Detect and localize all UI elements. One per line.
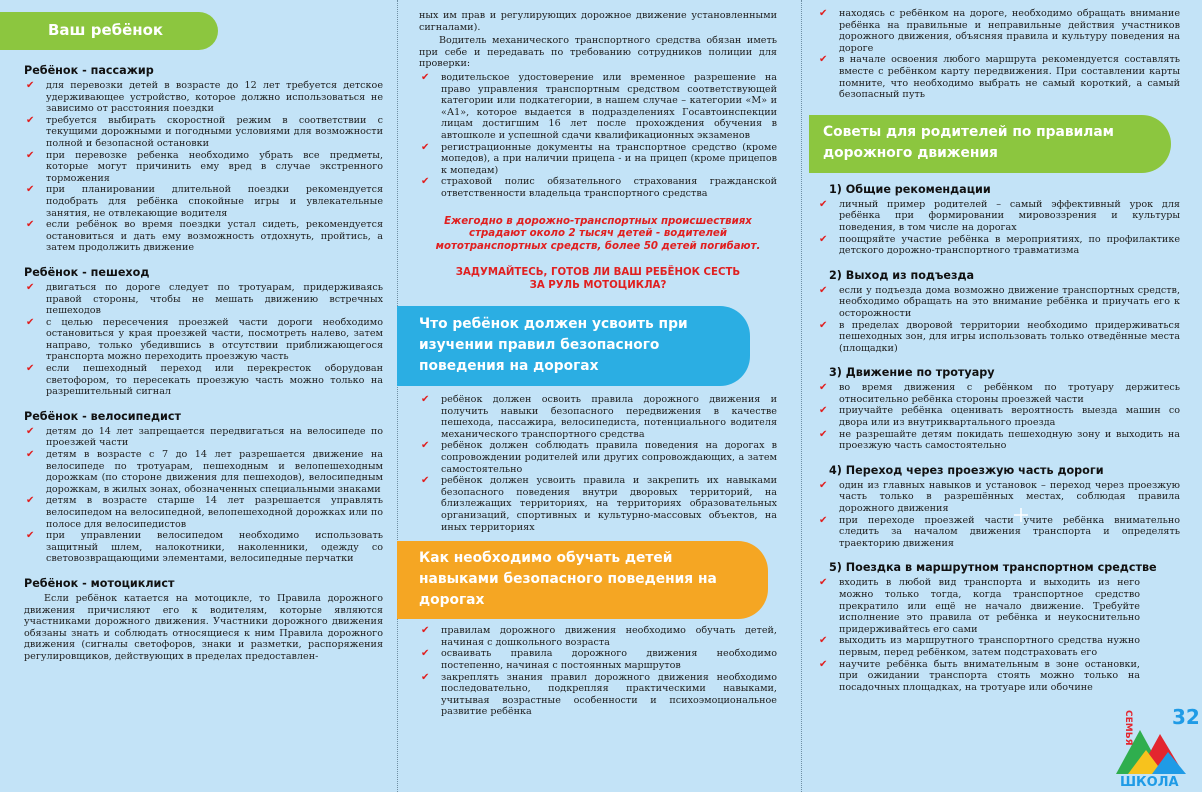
list-item: ✔ регистрационные документы на транспортное средство (кроме мопедов), а при наличии прицепа - и на прицеп (кроме прицепов к мопедам) xyxy=(419,142,777,177)
list-item: ✔ детям в возрасте старше 14 лет разрешается управлять велосипедом на велосипедной, велопешеходной дорожках или по полосе для велосипедистов xyxy=(24,495,383,530)
list-transport xyxy=(817,577,1180,693)
list-item: ✔ научите ребёнка быть внимательным в зоне остановки, при ожидании транспорта стоять можно только на посадочных площадках, на тротуаре или обочине xyxy=(817,659,1140,694)
list-item: ✔ детям до 14 лет запрещается передвигаться на велосипеде по проезжей части xyxy=(24,426,383,449)
list-exit xyxy=(817,285,1180,355)
column-parent-tips xyxy=(801,0,1202,792)
list-sidewalk xyxy=(817,382,1180,452)
list-item: ✔ выходить из маршрутного транспортного средства нужно первым, перед ребёнком, затем подстраховать его xyxy=(817,635,1140,658)
column-your-child xyxy=(0,0,397,792)
list-item: ✔ водительское удостоверение или временное разрешение на право управления транспортным средством соответствующей категории или подкатегории, в нашем случае – категории «М» и «А1», которое выдается в подразделениях Госавтоинспекции лицам достигшим 16 лет после прохождения обучения в автошколе и успешной сдачи квалификационных экзаменов xyxy=(419,72,777,142)
crosshair-cursor-icon xyxy=(1014,508,1028,522)
list-item: ✔ требуется выбирать скоростной режим в соответствии с текущими дорожными и погодными условиями для возможности полной и безопасной остановки xyxy=(24,115,383,150)
section-title-sidewalk: 3) Движение по тротуару xyxy=(829,366,995,380)
list-passenger xyxy=(24,80,383,254)
list-item: ✔ если ребёнок во время поездки устал сидеть, рекомендуется остановиться и дать ему возможность отдохнуть, пройтись, а затем продолжить движение xyxy=(24,219,383,254)
banner-what-child-should-learn: Что ребёнок должен усвоить при изучении правил безопасного поведения на дорогах xyxy=(397,306,750,386)
list-item: ✔ при перевозке ребенка необходимо убрать все предметы, которые могут причинить ему вред в случае экстренного торможения xyxy=(24,150,383,185)
list-item: ✔ при управлении велосипедом необходимо использовать защитный шлем, налокотники, наколенники, одежду со световозвращающими элементами, велосипедные перчатки xyxy=(24,530,383,565)
list-general xyxy=(817,199,1180,257)
driver-intro: Водитель механического транспортного средства обязан иметь при себе и передавать по требованию сотрудников полиции для проверки: xyxy=(419,35,777,70)
list-road-behaviour xyxy=(817,8,1180,101)
list-item: ✔ правилам дорожного движения необходимо обучать детей, начиная с дошкольного возраста xyxy=(419,625,777,648)
section-title-exit: 2) Выход из подъезда xyxy=(829,268,975,282)
list-item: ✔ находясь с ребёнком на дороге, необходимо обращать внимание ребёнка на правильные и неправильные действия участников дорожного движения, объясняя правила и культуру поведения на дороге xyxy=(817,8,1180,54)
list-item: ✔ с целью пересечения проезжей части дороги необходимо остановиться у края проезжей части, посмотреть налево, затем направо, только убедившись в отсутствии приближающегося транспорта можно переходить проезжую часть xyxy=(24,317,383,363)
list-how-to-teach xyxy=(419,625,777,718)
list-pedestrian xyxy=(24,282,383,398)
list-item: ✔ ребёнок должен соблюдать правила поведения на дорогах в сопровождении родителей или других сопровождающих, а затем самостоятельно xyxy=(419,440,777,475)
section-title-transport: 5) Поездка в маршрутном транспортном средстве xyxy=(829,561,1157,575)
banner-how-to-teach: Как необходимо обучать детей навыками безопасного поведения на дорогах xyxy=(397,541,768,619)
school-family-logo xyxy=(1112,700,1198,788)
list-item: ✔ во время движения с ребёнком по тротуару держитесь относительно ребёнка стороны проезжей части xyxy=(817,382,1180,405)
logo-graphic xyxy=(1112,700,1198,788)
list-item: ✔ при планировании длительной поездки рекомендуется подобрать для ребёнка спокойные игры и увлекательные занятия, не отвлекающие водителя xyxy=(24,184,383,219)
column-middle xyxy=(397,0,801,792)
list-what-to-learn xyxy=(419,394,777,533)
list-item: ✔ для перевозки детей в возрасте до 12 лет требуется детское удерживающее устройство, которое должно использоваться не зависимо от расстояния поездки xyxy=(24,80,383,115)
continuation-text: ных им прав и регулирующих дорожное движение установленными сигналами). xyxy=(419,10,777,33)
list-item: ✔ страховой полис обязательного страхования гражданской ответственности владельца транспортного средства xyxy=(419,176,777,199)
list-item: ✔ поощряйте участие ребёнка в мероприятиях, по профилактике детского дорожно-транспортного травматизма xyxy=(817,234,1180,257)
list-item: ✔ осваивать правила дорожного движения необходимо постепенно, начиная с постоянных маршрутов xyxy=(419,648,777,671)
section-title-crossing: 4) Переход через проезжую часть дороги xyxy=(829,463,1104,477)
list-item: ✔ не разрешайте детям покидать пешеходную зону и выходить на проезжую часть самостоятельно xyxy=(817,429,1180,452)
list-item: ✔ один из главных навыков и установок – переход через проезжую часть только в разрешённых местах, соблюдая правила дорожного движения xyxy=(817,480,1180,515)
banner-your-child: Ваш ребёнок xyxy=(0,12,218,50)
list-item: ✔ детям в возрасте с 7 до 14 лет разрешается движение на велосипеде по тротуарам, пешеходным и велопешеходным дорожкам (по стороне движения для пешеходов), велосипедным дорожкам, в жилых зонах, обозначенных специальными знаками xyxy=(24,449,383,495)
section-title-motorcyclist: Ребёнок - мотоциклист xyxy=(24,576,175,590)
section-title-pedestrian: Ребёнок - пешеход xyxy=(24,265,150,279)
section-title-passenger: Ребёнок - пассажир xyxy=(24,64,154,77)
list-item: ✔ ребёнок должен освоить правила дорожного движения и получить навыки безопасного передвижения в качестве пешехода, пассажира, велосипедиста, потенциального водителя механического транспортного средства xyxy=(419,394,777,440)
section-title-general: 1) Общие рекомендации xyxy=(829,182,991,196)
logo-vertical-word: СЕМЬЯ xyxy=(1123,710,1133,746)
list-item: ✔ двигаться по дороге следует по тротуарам, придерживаясь правой стороны, чтобы не мешать движению встречных пешеходов xyxy=(24,282,383,317)
list-documents xyxy=(419,72,777,200)
section-title-cyclist: Ребёнок - велосипедист xyxy=(24,409,181,423)
list-item: ✔ ребёнок должен усвоить правила и закрепить их навыками безопасного поведения внутри дворовых территорий, на близлежащих территориях, на территориях образовательных организаций, спортивных и культурно-массовых объектов, на иных территориях xyxy=(419,475,777,533)
list-cyclist xyxy=(24,426,383,565)
list-item: ✔ в пределах дворовой территории необходимо придерживаться пешеходных зон, для игры использовать только отведённые места (площадки) xyxy=(817,320,1180,355)
list-crossing xyxy=(817,480,1180,550)
list-item: ✔ в начале освоения любого маршрута рекомендуется составлять вместе с ребёнком карту передвижения. При составлении карты помните, что необходимо выбрать не самый короткий, а самый безопасный путь xyxy=(817,54,1180,100)
list-item: ✔ приучайте ребёнка оценивать вероятность выезда машин со двора или из внутриквартального проезда xyxy=(817,405,1180,428)
list-item: ✔ закреплять знания правил дорожного движения необходимо последовательно, подкрепляя практическими навыками, учитывая возрастные особенности и психоэмоциональное развитие ребёнка xyxy=(419,672,777,718)
list-item: ✔ если пешеходный переход или перекресток оборудован светофором, то пересекать проезжую часть можно только на разрешительный сигнал xyxy=(24,363,383,398)
banner-parent-tips: Советы для родителей по правилам дорожного движения xyxy=(809,115,1171,173)
list-item: ✔ входить в любой вид транспорта и выходить из него можно только тогда, когда транспортное средство прекратило или ещё не начало движение. Требуйте исполнение это правила от ребёнка и неукоснительно придерживайтесь его сами xyxy=(817,577,1140,635)
list-item: ✔ при переходе проезжей части учите ребёнка внимательно следить за началом движения транспорта и определять траекторию движения xyxy=(817,515,1180,550)
logo-number: 32 xyxy=(1172,705,1198,729)
alert-statistics: Ежегодно в дорожно-транспортных происшествиях страдают около 2 тысяч детей - водителей мототранспортных средств, более 50 детей погибают. xyxy=(435,215,761,252)
list-item: ✔ если у подъезда дома возможно движение транспортных средств, необходимо обращать на это внимание ребёнка и приучать его к осторожности xyxy=(817,285,1180,320)
logo-word: ШКОЛА xyxy=(1120,775,1179,788)
paragraph-motorcyclist: Если ребёнок катается на мотоцикле, то Правила дорожного движения причисляют его к водителям, которые являются участниками дорожного движения. Участники дорожного движения обязаны знать и соблюдать относящиеся к ним Правила дорожного движения (сигналы светофоров, знаки и разметки, распоряжения регулировщиков, действующих в пределах предоставлен- xyxy=(24,592,383,662)
alert-question: ЗАДУМАЙТЕСЬ, ГОТОВ ЛИ ВАШ РЕБЁНОК СЕСТЬ ЗА РУЛЬ МОТОЦИКЛА? xyxy=(455,267,741,291)
list-item: ✔ личный пример родителей – самый эффективный урок для ребёнка при формировании мировоззрения и культуры поведения, в том числе на дорогах xyxy=(817,199,1180,234)
